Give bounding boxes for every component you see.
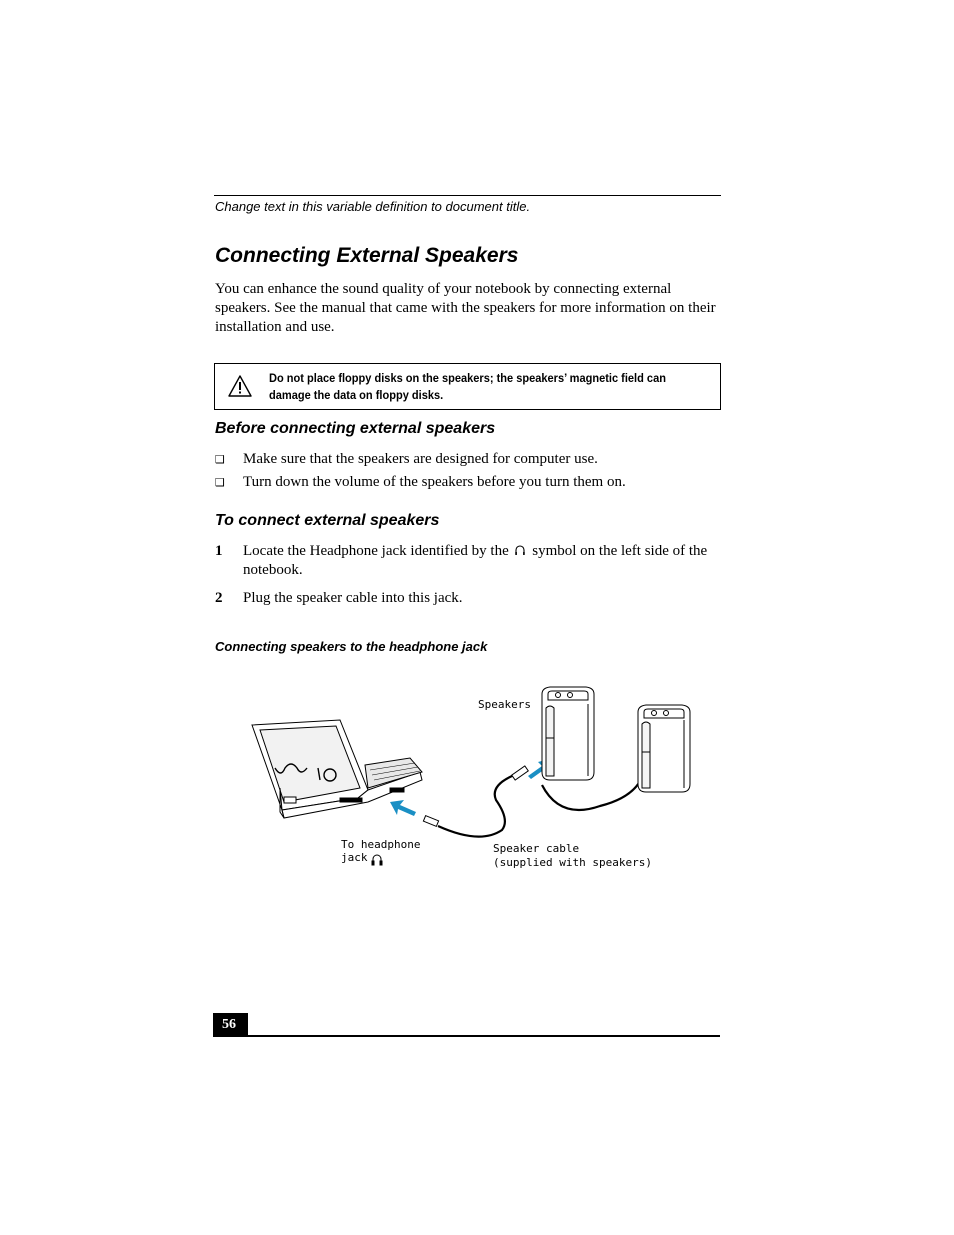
step-text-part: symbol on the left side of the notebook.	[243, 543, 708, 578]
speaker-plug	[512, 766, 529, 780]
speaker-cable	[438, 776, 642, 837]
warning-box	[214, 363, 721, 410]
step-text	[243, 542, 721, 580]
warning-text: Do not place floppy disks on the speakers; the speakers’ magnetic field can damage the data on floppy disks.	[269, 371, 666, 402]
headphone-jack-label: To headphone	[341, 838, 421, 851]
speaker-cable-label: Speaker cable	[493, 842, 580, 855]
step-number: 2	[215, 590, 223, 606]
list-item-text: Turn down the volume of the speakers before you turn them on.	[243, 474, 626, 490]
headphone-jack-label: jack	[341, 851, 368, 864]
before-heading: Before connecting external speakers	[215, 420, 496, 437]
headphone-icon	[372, 855, 382, 865]
step-text-part: Locate the Headphone jack identified by the	[243, 543, 509, 559]
speakers-label: Speakers	[478, 698, 531, 711]
procedure-heading: To connect external speakers	[215, 512, 440, 529]
header-rule	[214, 195, 721, 196]
step-number: 1	[215, 543, 223, 559]
headphone-icon	[514, 544, 526, 556]
step-text: Plug the speaker cable into this jack.	[243, 590, 463, 606]
figure-caption: Connecting speakers to the headphone jack	[215, 639, 488, 654]
page-number: 56	[213, 1013, 248, 1036]
warning-triangle-icon	[227, 374, 253, 398]
checkbox-bullet-icon: ❑	[215, 476, 225, 489]
checkbox-bullet-icon: ❑	[215, 453, 225, 466]
speaker-connection-illustration	[240, 680, 700, 880]
speaker-right	[638, 705, 690, 792]
speaker-cable-label: (supplied with speakers)	[493, 856, 652, 869]
footer-rule	[213, 1035, 720, 1037]
laptop-speakers-drawing	[240, 680, 700, 880]
intro-paragraph: You can enhance the sound quality of your notebook by connecting external speakers. See the manual that came with the speakers for more information on their installation and use.	[215, 281, 716, 335]
step-1	[215, 542, 720, 582]
list-item-text: Make sure that the speakers are designed for computer use.	[243, 451, 598, 467]
section-title: Connecting External Speakers	[215, 244, 519, 267]
speaker-left	[542, 687, 594, 780]
laptop-plug	[423, 816, 438, 827]
running-title: Change text in this variable definition to document title.	[215, 199, 531, 214]
